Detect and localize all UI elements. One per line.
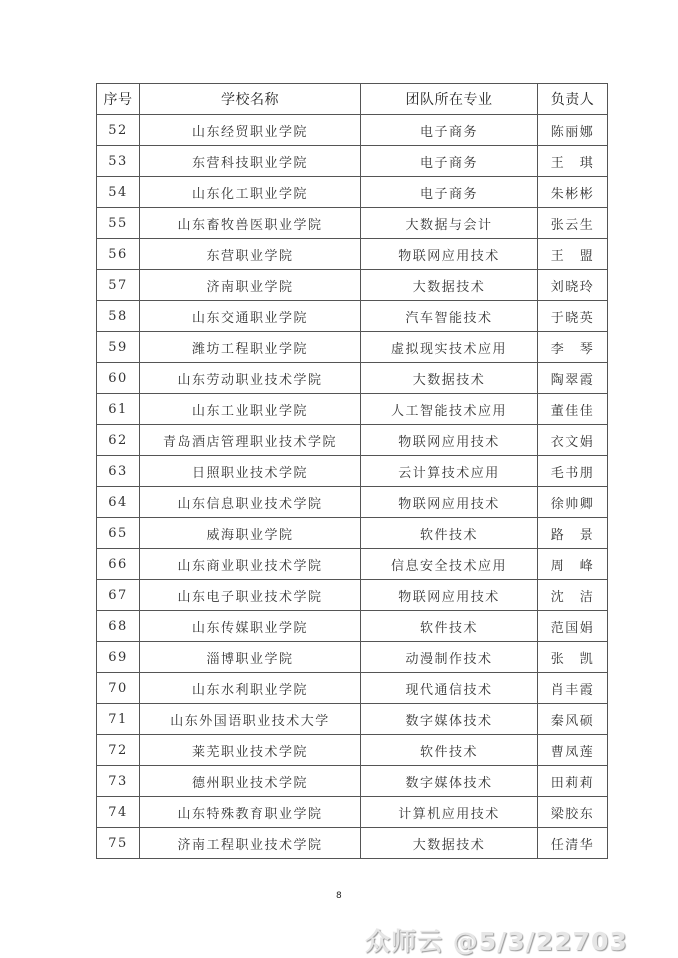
cell-index: 66 — [97, 549, 140, 580]
table-row — [97, 208, 608, 239]
cell-school: 威海职业学院 — [140, 518, 361, 549]
table-row — [97, 828, 608, 859]
table-row — [97, 611, 608, 642]
cell-index: 61 — [97, 394, 140, 425]
cell-major: 数字媒体技术 — [361, 704, 538, 735]
cell-school: 山东畜牧兽医职业学院 — [140, 208, 361, 239]
table-row — [97, 642, 608, 673]
header-leader: 负责人 — [538, 84, 608, 115]
cell-major: 物联网应用技术 — [361, 425, 538, 456]
cell-major: 汽车智能技术 — [361, 301, 538, 332]
cell-school: 山东传媒职业学院 — [140, 611, 361, 642]
cell-index: 59 — [97, 332, 140, 363]
cell-major: 软件技术 — [361, 611, 538, 642]
cell-index: 72 — [97, 735, 140, 766]
cell-school: 山东工业职业学院 — [140, 394, 361, 425]
cell-major: 大数据与会计 — [361, 208, 538, 239]
cell-leader: 曹凤莲 — [538, 735, 608, 766]
table-row — [97, 704, 608, 735]
cell-school: 山东交通职业学院 — [140, 301, 361, 332]
table-row — [97, 735, 608, 766]
cell-leader: 秦风硕 — [538, 704, 608, 735]
cell-major: 数字媒体技术 — [361, 766, 538, 797]
cell-school: 德州职业技术学院 — [140, 766, 361, 797]
cell-leader: 徐帅卿 — [538, 487, 608, 518]
cell-index: 69 — [97, 642, 140, 673]
cell-index: 52 — [97, 115, 140, 146]
cell-leader: 陶翠霞 — [538, 363, 608, 394]
cell-major: 软件技术 — [361, 518, 538, 549]
cell-major: 大数据技术 — [361, 270, 538, 301]
cell-index: 58 — [97, 301, 140, 332]
table-row — [97, 797, 608, 828]
cell-leader: 刘晓玲 — [538, 270, 608, 301]
cell-leader: 田莉莉 — [538, 766, 608, 797]
cell-school: 东营科技职业学院 — [140, 146, 361, 177]
table-row — [97, 766, 608, 797]
cell-major: 现代通信技术 — [361, 673, 538, 704]
cell-leader: 梁胶东 — [538, 797, 608, 828]
cell-major: 软件技术 — [361, 735, 538, 766]
cell-major: 物联网应用技术 — [361, 487, 538, 518]
cell-school: 淄博职业学院 — [140, 642, 361, 673]
cell-school: 山东信息职业技术学院 — [140, 487, 361, 518]
cell-leader: 张云生 — [538, 208, 608, 239]
cell-index: 74 — [97, 797, 140, 828]
table-row — [97, 394, 608, 425]
cell-index: 67 — [97, 580, 140, 611]
header-major: 团队所在专业 — [361, 84, 538, 115]
table-row — [97, 146, 608, 177]
cell-index: 54 — [97, 177, 140, 208]
cell-leader: 毛书朋 — [538, 456, 608, 487]
page-number: 8 — [336, 891, 342, 901]
cell-school: 济南工程职业技术学院 — [140, 828, 361, 859]
cell-leader: 范国娟 — [538, 611, 608, 642]
cell-leader: 王 盟 — [538, 239, 608, 270]
cell-leader: 张 凯 — [538, 642, 608, 673]
cell-index: 65 — [97, 518, 140, 549]
cell-school: 山东外国语职业技术大学 — [140, 704, 361, 735]
cell-school: 山东电子职业技术学院 — [140, 580, 361, 611]
cell-leader: 王 琪 — [538, 146, 608, 177]
cell-school: 山东特殊教育职业学院 — [140, 797, 361, 828]
cell-school: 东营职业学院 — [140, 239, 361, 270]
cell-index: 56 — [97, 239, 140, 270]
cell-major: 动漫制作技术 — [361, 642, 538, 673]
table-row — [97, 301, 608, 332]
cell-school: 山东劳动职业技术学院 — [140, 363, 361, 394]
cell-major: 计算机应用技术 — [361, 797, 538, 828]
cell-leader: 衣文娟 — [538, 425, 608, 456]
cell-major: 大数据技术 — [361, 828, 538, 859]
cell-major: 电子商务 — [361, 146, 538, 177]
table-row — [97, 673, 608, 704]
table-row — [97, 115, 608, 146]
cell-leader: 朱彬彬 — [538, 177, 608, 208]
table-row — [97, 177, 608, 208]
cell-leader: 肖丰霞 — [538, 673, 608, 704]
cell-index: 57 — [97, 270, 140, 301]
table-row — [97, 518, 608, 549]
table-header-row — [97, 84, 608, 115]
cell-leader: 李 琴 — [538, 332, 608, 363]
cell-school: 莱芜职业技术学院 — [140, 735, 361, 766]
cell-index: 53 — [97, 146, 140, 177]
team-list-table — [96, 83, 608, 859]
table-row — [97, 270, 608, 301]
cell-major: 电子商务 — [361, 177, 538, 208]
table-row — [97, 549, 608, 580]
table-row — [97, 363, 608, 394]
table-row — [97, 487, 608, 518]
cell-major: 物联网应用技术 — [361, 580, 538, 611]
cell-school: 济南职业学院 — [140, 270, 361, 301]
cell-major: 虚拟现实技术应用 — [361, 332, 538, 363]
cell-index: 75 — [97, 828, 140, 859]
header-school: 学校名称 — [140, 84, 361, 115]
table-row — [97, 332, 608, 363]
cell-leader: 董佳佳 — [538, 394, 608, 425]
cell-index: 70 — [97, 673, 140, 704]
cell-school: 潍坊工程职业学院 — [140, 332, 361, 363]
cell-school: 山东化工职业学院 — [140, 177, 361, 208]
cell-school: 日照职业技术学院 — [140, 456, 361, 487]
table-row — [97, 425, 608, 456]
cell-leader: 沈 洁 — [538, 580, 608, 611]
table-row — [97, 239, 608, 270]
cell-index: 64 — [97, 487, 140, 518]
cell-index: 63 — [97, 456, 140, 487]
cell-major: 云计算技术应用 — [361, 456, 538, 487]
cell-index: 62 — [97, 425, 140, 456]
watermark: 众师云 @5/3/22703 — [365, 927, 628, 956]
cell-leader: 任清华 — [538, 828, 608, 859]
cell-major: 电子商务 — [361, 115, 538, 146]
cell-major: 物联网应用技术 — [361, 239, 538, 270]
cell-major: 大数据技术 — [361, 363, 538, 394]
cell-school: 山东经贸职业学院 — [140, 115, 361, 146]
cell-leader: 路 景 — [538, 518, 608, 549]
cell-index: 60 — [97, 363, 140, 394]
cell-leader: 于晓英 — [538, 301, 608, 332]
cell-leader: 陈丽娜 — [538, 115, 608, 146]
cell-index: 55 — [97, 208, 140, 239]
cell-major: 信息安全技术应用 — [361, 549, 538, 580]
cell-index: 73 — [97, 766, 140, 797]
cell-index: 71 — [97, 704, 140, 735]
cell-index: 68 — [97, 611, 140, 642]
table-row — [97, 456, 608, 487]
cell-major: 人工智能技术应用 — [361, 394, 538, 425]
cell-school: 青岛酒店管理职业技术学院 — [140, 425, 361, 456]
header-index: 序号 — [97, 84, 140, 115]
cell-school: 山东水利职业学院 — [140, 673, 361, 704]
cell-leader: 周 峰 — [538, 549, 608, 580]
table-row — [97, 580, 608, 611]
cell-school: 山东商业职业技术学院 — [140, 549, 361, 580]
